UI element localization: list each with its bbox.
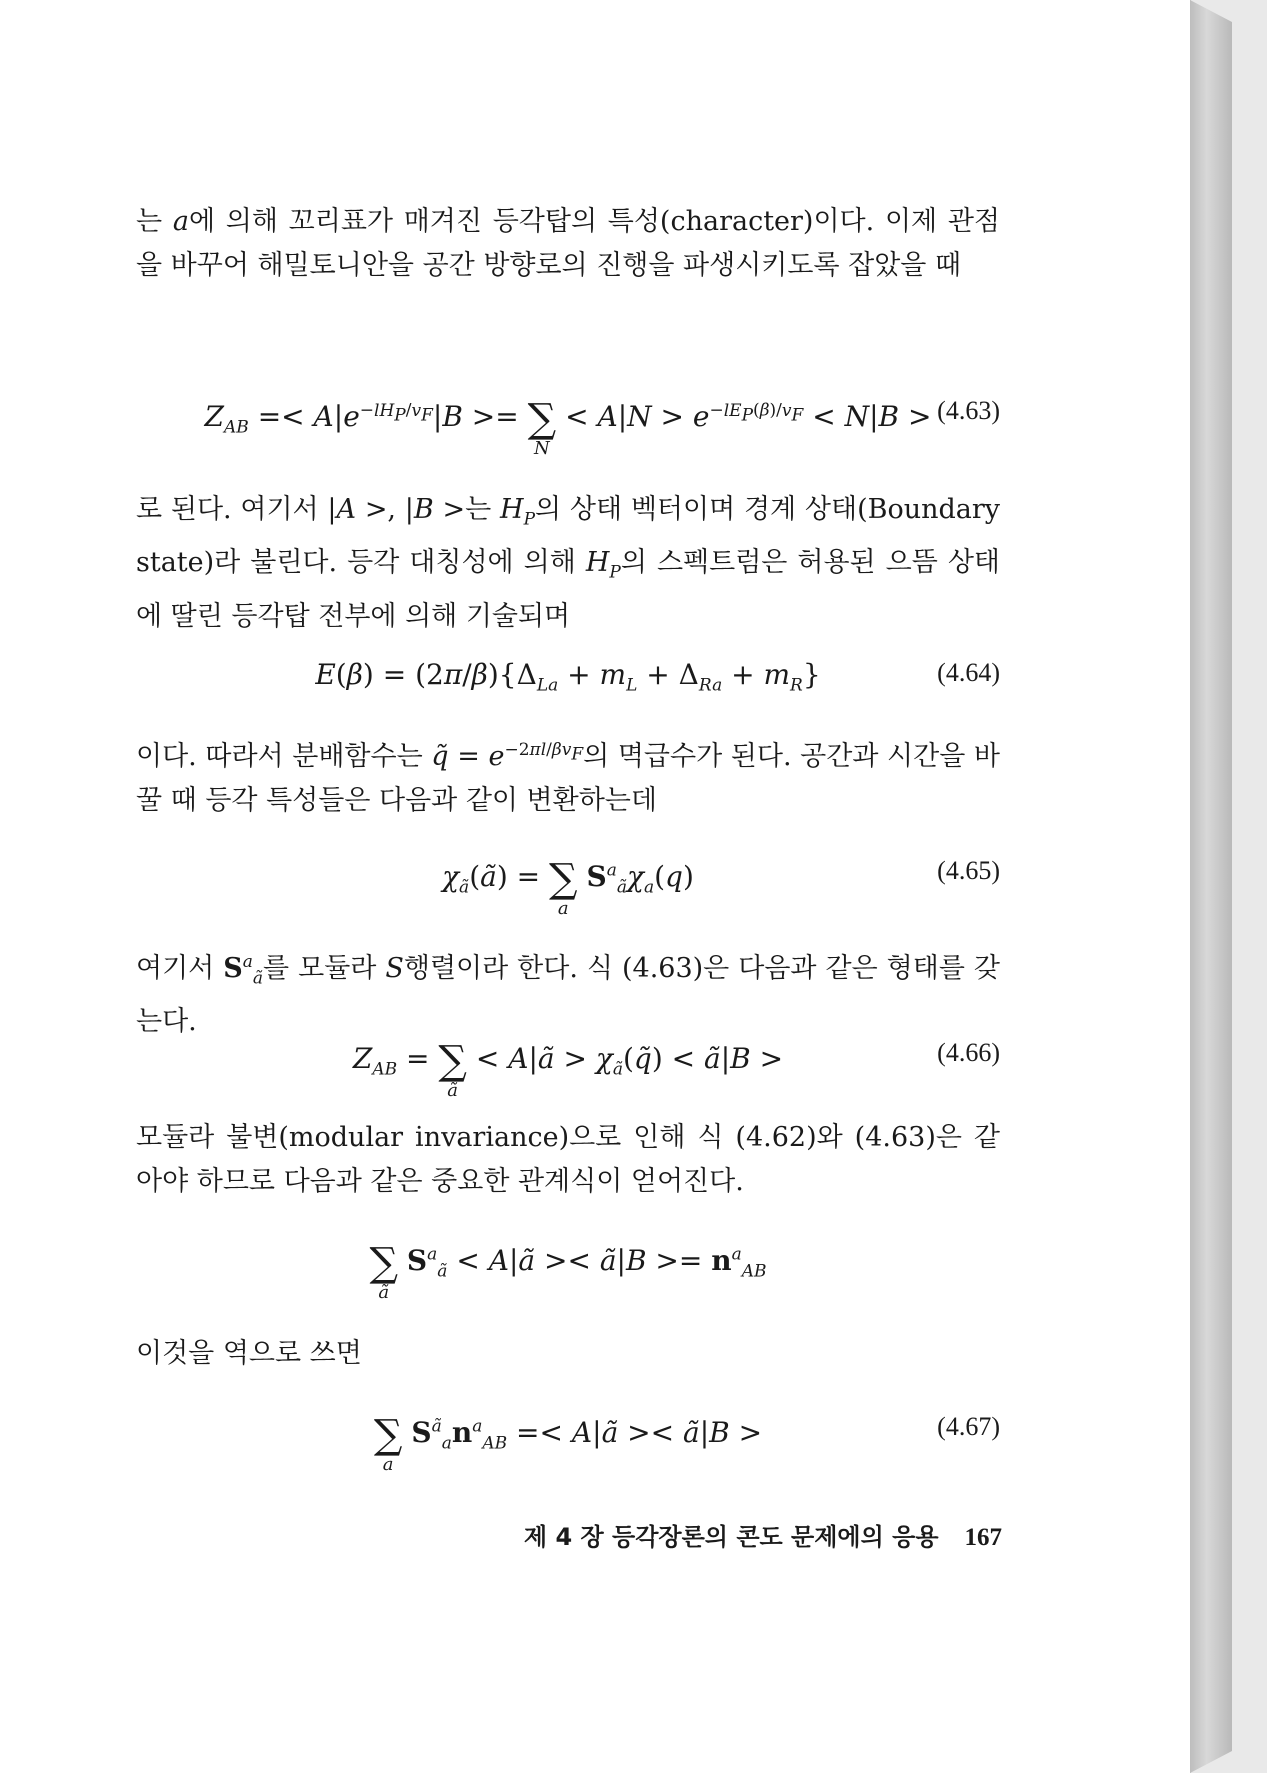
equation-number: (4.63) [937, 396, 1000, 425]
equation-4-65 [136, 856, 1000, 926]
paragraph-3 [136, 728, 1000, 823]
equation-4-64-body: $E(\beta) = (2\pi/\beta)\{\Delta_{La} + m_L + \Delta_{Ra} + m_R\}$ [315, 658, 821, 696]
equation-4-66 [136, 1038, 1000, 1108]
summation-symbol: ∑ a [549, 856, 578, 919]
equation-4-67 [136, 1412, 1000, 1482]
equation-relation-body: ∑ ã $S^a_ã$ < A|ã >< ã|B >= $n^a_{AB}$ [369, 1240, 767, 1303]
equation-4-64 [136, 658, 1000, 728]
page-footer [480, 1517, 1002, 1552]
paragraph-4 [136, 940, 1000, 1044]
equation-relation [136, 1240, 1000, 1310]
paragraph-3-text: 이다. 따라서 분배함수는 q̃ = $e^{-2\pi l/\beta v_F}$의 멱급수가 된다. 공간과 시간을 바꿀 때 등각 특성들은 다음과 같이 변환하는데 [136, 740, 1000, 816]
summation-symbol: ∑ a [373, 1412, 403, 1475]
chapter-title: 제 4 장 등각장론의 콘도 문제에의 응용 [523, 1523, 939, 1551]
paragraph-4-text: 여기서 $S^a_ã$를 모듈라 S행렬이라 한다. 식 (4.63)은 다음과 같은 형태를 갖는다. [136, 952, 1000, 1038]
equation-number: (4.64) [937, 658, 1000, 687]
page-edge [1190, 0, 1232, 1773]
equation-4-65-body: $\chi_ã(ã)$ = ∑ a $S^a_ã\chi_a(q)$ [442, 856, 694, 919]
summation-symbol: ∑ ã [438, 1038, 467, 1101]
equation-4-63 [136, 396, 1000, 466]
paragraph-2-text: 로 된다. 여기서 |A >, |B >는 $H_P$의 상태 벡터이며 경계 상태(Boundary state)라 불린다. 등각 대칭성에 의해 $H_P$의 스펙트럼은 허용된 으뜸 상태에 딸린 등각탑 전부에 의해 기술되며 [136, 494, 1001, 632]
summation-symbol: ∑ ã [369, 1240, 399, 1303]
equation-number: (4.67) [937, 1412, 1000, 1441]
paragraph-1 [136, 200, 1000, 288]
equation-4-63-body: $Z_{AB} =< A|e^{-lH_P/v_F}|B$ >= ∑ N < $A|N > e^{-lE_P(\beta)/v_F} < N|B$ > [204, 396, 932, 459]
equation-number: (4.65) [937, 856, 1000, 885]
summation-symbol: ∑ N [527, 396, 557, 459]
paragraph-1-text: 는 a에 의해 꼬리표가 매겨진 등각탑의 특성(character)이다. 이제 관점을 바꾸어 해밀토니안을 공간 방향로의 진행을 파생시키도록 잡았을 때 [136, 206, 1001, 281]
equation-4-67-body: ∑ a $S^ã_an^a_{AB}$ =< A|ã >< ã|B > [373, 1412, 763, 1475]
paragraph-6 [136, 1332, 1000, 1376]
paragraph-2 [136, 488, 1000, 639]
paragraph-5 [136, 1116, 1000, 1204]
paragraph-5-text: 모듈라 불변(modular invariance)으로 인해 식 (4.62)와 (4.63)은 같아야 하므로 다음과 같은 중요한 관계식이 얻어진다. [136, 1122, 1000, 1197]
equation-4-66-body: $Z_{AB}$ = ∑ ã < A|ã > $\chi_ã(q̃)$ < ã|B > [352, 1038, 784, 1101]
paragraph-6-text: 이것을 역으로 쓰면 [136, 1338, 362, 1369]
equation-number: (4.66) [937, 1038, 1000, 1067]
page-number: 167 [964, 1524, 1002, 1551]
